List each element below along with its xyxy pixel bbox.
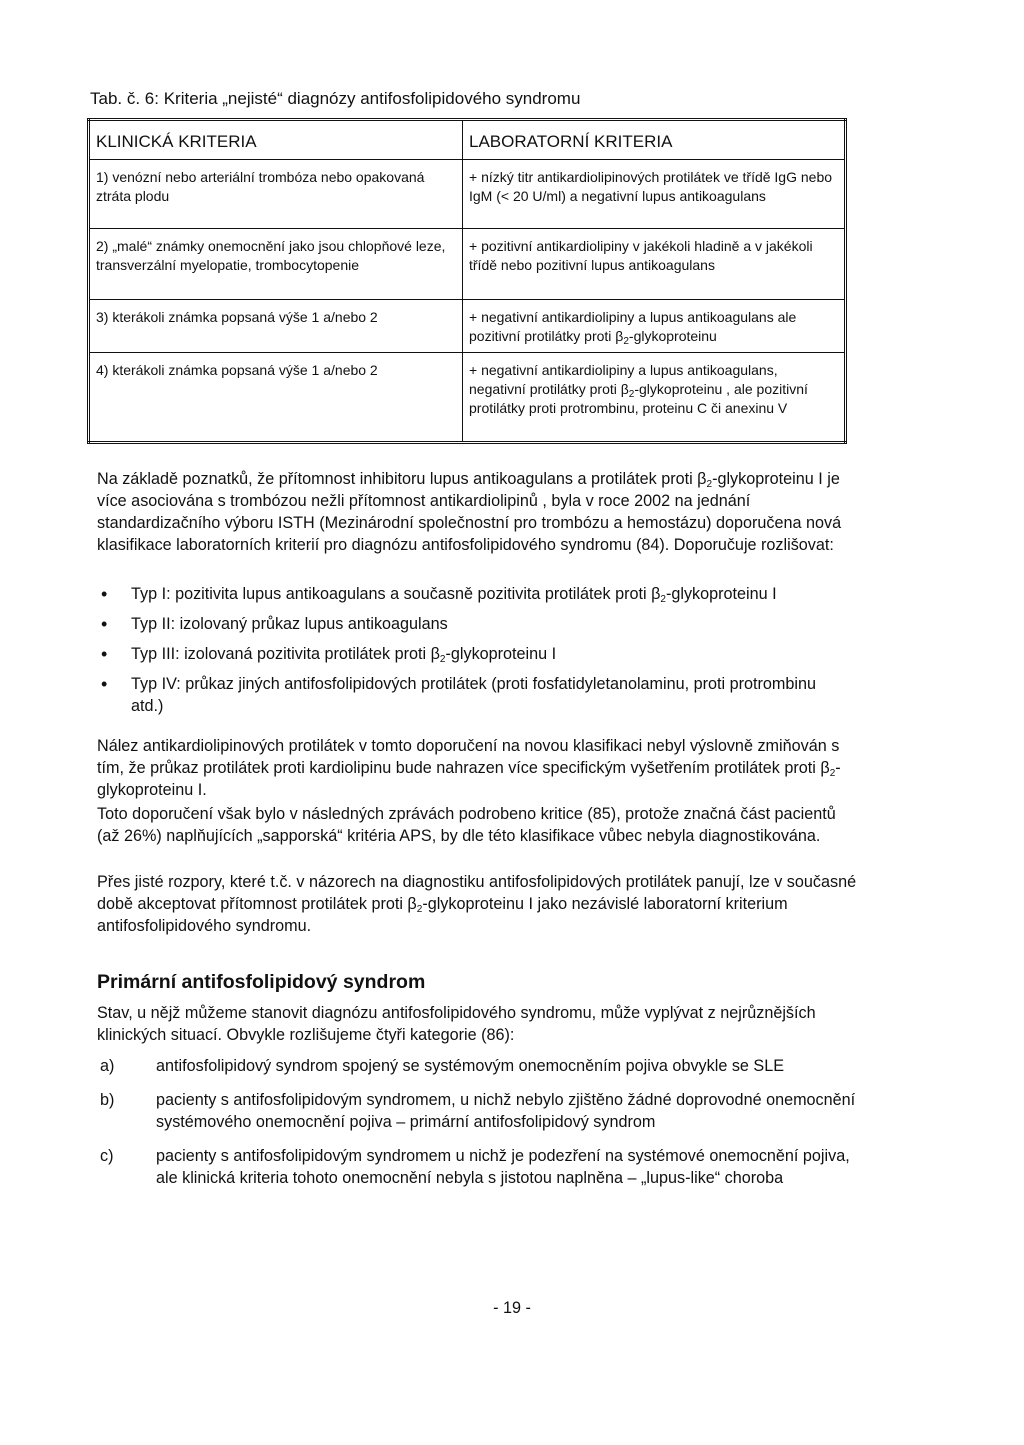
list-item-text: -glykoproteinu I <box>665 585 777 603</box>
clinical-cell: 2) „malé“ známky onemocnění jako jsou chlopňové leze, transverzální myelopatie, trombocytopenie <box>89 229 463 300</box>
list-item-text: Typ III: izolovaná pozitivita protilátek proti β <box>131 645 440 663</box>
type-list <box>97 583 837 725</box>
paragraph <box>97 735 857 801</box>
list-item <box>97 1089 857 1133</box>
paragraph-text: -glykoproteinu I je více asociována s trombózou nežli přítomnost antikardiolipinů , byla v roce 2002 na jednání standardizačního výboru ISTH (Mezinárodní společnostní pro trombózu a hemostázu) doporučena nová klasifikace laboratorních kriterií pro diagnózu antifosfolipidového syndromu (84). Doporučuje rozlišovat: <box>97 470 842 554</box>
table-header-row <box>89 120 846 160</box>
header-laboratory: LABORATORNÍ KRITERIA <box>463 120 846 160</box>
table-row <box>89 160 846 229</box>
list-item-text: pacienty s antifosfolipidovým syndromem, u nichž nebylo zjištěno žádné doprovodné onemocnění systémového onemocnění pojiva – primární antifosfolipidový syndrom <box>156 1091 856 1131</box>
lab-text: -glykoproteinu , ale pozitivní protilátky proti protrombinu, proteinu C či anexinu V <box>469 381 808 416</box>
lab-cell <box>463 353 846 443</box>
list-item <box>97 1055 857 1077</box>
clinical-cell: 4) kterákoli známka popsaná výše 1 a/nebo 2 <box>89 353 463 443</box>
list-item <box>97 613 837 635</box>
table-caption: Tab. č. 6: Kriteria „nejisté“ diagnózy antifosfolipidového syndromu <box>90 89 581 108</box>
lab-text: + negativní antikardiolipiny a lupus antikoagulans, negativní protilátky proti β <box>469 362 778 397</box>
subscript: 2 <box>439 654 446 665</box>
list-item-text: -glykoproteinu I <box>445 645 557 663</box>
category-list <box>97 1055 857 1201</box>
list-marker: a) <box>100 1057 115 1075</box>
subscript: 2 <box>416 904 423 915</box>
subscript: 2 <box>829 768 836 779</box>
list-item-text: Typ IV: průkaz jiných antifosfolipidových protilátek (proti fosfatidyletanolaminu, proti protrombinu atd.) <box>131 675 817 715</box>
subscript: 2 <box>628 389 635 400</box>
paragraph: Stav, u nějž můžeme stanovit diagnózu antifosfolipidového syndromu, může vyplývat z nejrůznějších klinických situací. Obvykle rozlišujeme čtyři kategorie (86): <box>97 1004 816 1044</box>
paragraph-text: Na základě poznatků, že přítomnost inhibitoru lupus antikoagulans a protilátek proti β <box>97 470 707 488</box>
lab-text: + negativní antikardiolipiny a lupus antikoagulans ale pozitivní protilátky proti β <box>469 309 797 344</box>
section-heading: Primární antifosfolipidový syndrom <box>97 971 426 993</box>
list-item-text: Typ I: pozitivita lupus antikoagulans a současně pozitivita protilátek proti β <box>131 585 661 603</box>
paragraph <box>97 871 857 937</box>
list-item-text: Typ II: izolovaný průkaz lupus antikoagulans <box>131 615 448 633</box>
list-item <box>97 1145 857 1189</box>
clinical-cell: 3) kterákoli známka popsaná výše 1 a/nebo 2 <box>89 300 463 353</box>
paragraph-text: Přes jisté rozpory, které t.č. v názorech na diagnostiku antifosfolipidových protilátek panují, lze v současné době akceptovat přítomnost protilátek proti β <box>97 873 857 913</box>
page-number: - 19 - <box>493 1299 531 1317</box>
subscript: 2 <box>623 336 629 347</box>
paragraph-text: Nález antikardiolipinových protilátek v tomto doporučení na novou klasifikaci nebyl výslovně zmiňován s tím, že průkaz protilátek proti kardiolipinu bude nahrazen více specifickým vyšetřením protilátek proti β <box>97 737 840 777</box>
paragraph-text: -glykoproteinu I. <box>97 759 841 799</box>
list-item <box>97 673 837 717</box>
list-item <box>97 583 837 605</box>
intro-paragraph <box>97 468 857 556</box>
subscript: 2 <box>706 479 713 490</box>
list-item-text: pacienty s antifosfolipidovým syndromem u nichž je podezření na systémové onemocnění pojiva, ale klinická kriteria tohoto onemocnění nebyla s jistotou naplněna – „lupus-like“ choroba <box>156 1147 850 1187</box>
table-row <box>89 300 846 353</box>
clinical-cell: 1) venózní nebo arteriální trombóza nebo opakovaná ztráta plodu <box>89 160 463 229</box>
list-item-text: antifosfolipidový syndrom spojený se systémovým onemocněním pojiva obvykle se SLE <box>156 1057 785 1075</box>
lab-cell: + nízký titr antikardiolipinových protilátek ve třídě IgG nebo IgM (< 20 U/ml) a negativní lupus antikoagulans <box>463 160 846 229</box>
paragraph: Toto doporučení však bylo v následných zprávách podrobeno kritice (85), protože značná část pacientů (až 26%) naplňujících „sapporská“ kritéria APS, by dle této klasifikace vůbec nebyla diagnostikována. <box>97 805 836 845</box>
list-marker: c) <box>100 1147 114 1165</box>
list-item <box>97 643 837 665</box>
lab-cell: + pozitivní antikardiolipiny v jakékoli hladině a v jakékoli třídě nebo pozitivní lupus antikoagulans <box>463 229 846 300</box>
table-row <box>89 229 846 300</box>
lab-cell <box>463 300 846 353</box>
list-marker: b) <box>100 1091 115 1109</box>
table-row <box>89 353 846 443</box>
lab-text: -glykoproteinu <box>628 328 717 344</box>
header-clinical: KLINICKÁ KRITERIA <box>89 120 463 160</box>
subscript: 2 <box>660 594 666 605</box>
paragraph-text: -glykoproteinu I jako nezávislé laboratorní kriterium antifosfolipidového syndromu. <box>97 895 788 935</box>
criteria-table <box>87 118 847 444</box>
